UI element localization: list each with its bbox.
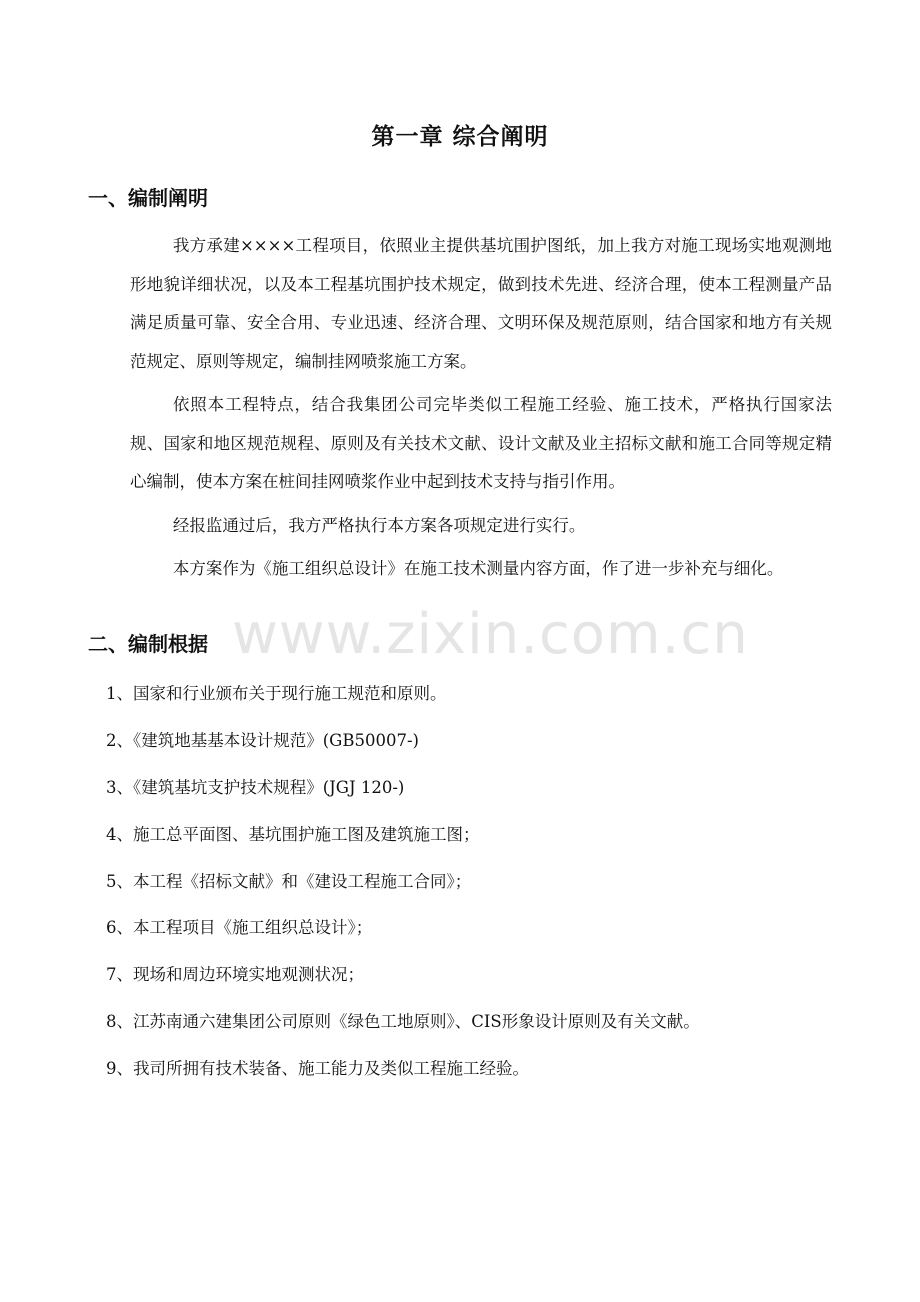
list-item: 9、我司所拥有技术装备、施工能力及类似工程施工经验。 bbox=[106, 1059, 529, 1079]
list-item: 6、本工程项目《施工组织总设计》； bbox=[106, 918, 373, 938]
chapter-title: 第一章 综合阐明 bbox=[371, 124, 549, 150]
list-item: 3、《建筑基坑支护技术规程》(JGJ 120-) bbox=[106, 777, 405, 797]
reference-list bbox=[106, 676, 836, 1098]
section1-body bbox=[130, 227, 832, 594]
list-item: 1、国家和行业颁布关于现行施工规范和原则。 bbox=[106, 684, 447, 703]
list-item: 8、江苏南通六建集团公司原则《绿色工地原则》、CIS形象设计原则及有关文献。 bbox=[106, 1012, 700, 1032]
section-heading-preparation-notes: 一、编制阐明 bbox=[88, 186, 208, 210]
watermark: www.zixin.com.cn bbox=[232, 602, 749, 667]
paragraph: 我方承建××××工程项目，依照业主提供基坑围护图纸，加上我方对施工现场实地观测地形地貌详细状况，以及本工程基坑围护技术规定，做到技术先进、经济合理，使本工程测量产品满足质量可靠、安全合用、专业迅速、经济合理、文明环保及规范原则，结合国家和地方有关规范规定、原则等规定，编制挂网喷浆施工方案。 bbox=[130, 236, 832, 371]
section-heading-basis: 二、编制根据 bbox=[88, 632, 208, 656]
list-item: 5、本工程《招标文献》和《建设工程施工合同》； bbox=[106, 871, 472, 891]
paragraph: 依照本工程特点，结合我集团公司完毕类似工程施工经验、施工技术，严格执行国家法规、国家和地区规范规程、原则及有关技术文献、设计文献及业主招标文献和施工合同等规定精心编制，使本方案在桩间挂网喷浆作业中起到技术支持与指引作用。 bbox=[130, 395, 832, 491]
paragraph: 本方案作为《施工组织总设计》在施工技术测量内容方面，作了进一步补充与细化。 bbox=[172, 559, 784, 578]
list-item: 2、《建筑地基基本设计规范》(GB50007-) bbox=[106, 730, 419, 750]
paragraph: 经报监通过后，我方严格执行本方案各项规定进行实行。 bbox=[172, 515, 586, 535]
list-item: 4、施工总平面图、基坑围护施工图及建筑施工图； bbox=[106, 824, 480, 844]
list-item: 7、现场和周边环境实地观测状况； bbox=[106, 965, 364, 985]
